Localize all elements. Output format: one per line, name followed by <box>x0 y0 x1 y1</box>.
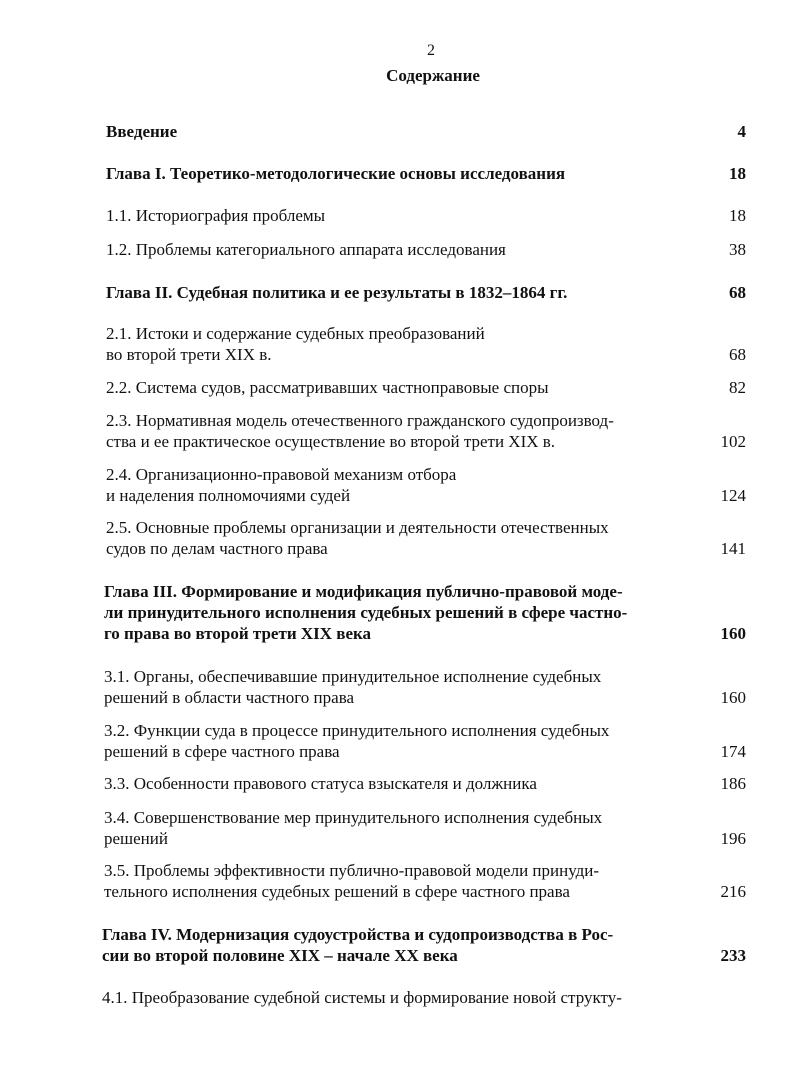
toc-entry-section-2-2[interactable] <box>106 377 746 398</box>
toc-line: 2.3. Нормативная модель отечественного гражданского судопроизвод- <box>106 411 614 430</box>
toc-entry-section-2-5[interactable] <box>106 517 746 559</box>
toc-line: 2.5. Основные проблемы организации и деятельности отечественных <box>106 518 609 537</box>
toc-page-number: 216 <box>720 882 746 901</box>
toc-line: судов по делам частного права <box>106 539 328 558</box>
toc-entry-title <box>106 377 666 398</box>
toc-entry-title <box>104 581 684 644</box>
toc-entry-section-2-1[interactable] <box>106 323 746 365</box>
toc-page-number: 68 <box>729 283 746 302</box>
toc-line: сии во второй половине XIX – начале XX века <box>102 946 458 965</box>
toc-entry-section-3-5[interactable] <box>104 860 746 902</box>
toc-page-number: 141 <box>720 539 746 558</box>
toc-entry-title <box>106 410 666 452</box>
toc-entry-chapter-4[interactable] <box>102 924 746 966</box>
toc-title: Содержание <box>386 66 480 85</box>
toc-entry-section-3-3[interactable] <box>104 773 746 794</box>
toc-entry-title <box>102 924 676 966</box>
toc-page-number: 124 <box>720 486 746 505</box>
toc-line: 2.2. Система судов, рассматривавших частноправовые споры <box>106 378 549 397</box>
toc-line: 2.4. Организационно-правовой механизм отбора <box>106 465 457 484</box>
toc-line: тельного исполнения судебных решений в сфере частного права <box>104 882 570 901</box>
toc-entry-title <box>106 323 676 365</box>
toc-entry-title <box>106 205 676 226</box>
toc-entry-title <box>106 282 676 303</box>
toc-entry-title <box>104 773 664 794</box>
toc-entry-title <box>104 666 664 708</box>
toc-entry-introduction[interactable] <box>106 121 746 142</box>
toc-entry-section-1-2[interactable] <box>106 239 746 260</box>
toc-line: Глава I. Теоретико-методологические основы исследования <box>106 164 566 183</box>
toc-line: 4.1. Преобразование судебной системы и формирование новой структу- <box>102 988 622 1007</box>
toc-entry-chapter-2[interactable] <box>106 282 746 303</box>
toc-entry-chapter-1[interactable] <box>106 163 746 184</box>
toc-entry-section-3-2[interactable] <box>104 720 746 762</box>
toc-line: ли принудительного исполнения судебных решений в сфере частно- <box>104 603 628 622</box>
page-number: 2 <box>427 42 435 59</box>
toc-line: ства и ее практическое осуществление во второй трети XIX в. <box>106 432 556 451</box>
toc-page-number: 186 <box>720 774 746 793</box>
toc-entry-title <box>106 163 676 184</box>
toc-entry-title <box>106 464 666 506</box>
toc-page-number: 82 <box>729 378 746 397</box>
toc-line: 1.2. Проблемы категориального аппарата исследования <box>106 240 506 259</box>
toc-line: 3.3. Особенности правового статуса взыскателя и должника <box>104 774 537 793</box>
toc-page-number: 38 <box>729 240 746 259</box>
toc-line: решений <box>104 829 168 848</box>
toc-page-number: 174 <box>720 742 746 761</box>
toc-entry-title <box>104 860 664 902</box>
toc-entry-title <box>106 121 676 142</box>
toc-entry-section-2-4[interactable] <box>106 464 746 506</box>
toc-page-number: 4 <box>737 122 746 141</box>
toc-entry-section-2-3[interactable] <box>106 410 746 452</box>
toc-page-number: 18 <box>729 206 746 225</box>
toc-line: 3.1. Органы, обеспечивавшие принудительное исполнение судебных <box>104 667 602 686</box>
toc-entry-title <box>104 720 664 762</box>
toc-entry-title <box>104 807 664 849</box>
toc-entry-title <box>102 987 680 1008</box>
toc-line: решений в сфере частного права <box>104 742 340 761</box>
toc-line: Глава IV. Модернизация судоустройства и судопроизводства в Рос- <box>102 925 614 944</box>
toc-line: и наделения полномочиями судей <box>106 486 351 505</box>
toc-page-number: 160 <box>720 624 746 643</box>
toc-line: Введение <box>106 122 178 141</box>
toc-entry-title <box>106 239 676 260</box>
toc-line: во второй трети XIX в. <box>106 345 272 364</box>
toc-line: 1.1. Историография проблемы <box>106 206 326 225</box>
toc-line: 3.5. Проблемы эффективности публично-правовой модели принуди- <box>104 861 600 880</box>
toc-line: Глава II. Судебная политика и ее результаты в 1832–1864 гг. <box>106 283 568 302</box>
toc-line: го права во второй трети XIX века <box>104 624 372 643</box>
toc-line: 3.4. Совершенствование мер принудительного исполнения судебных <box>104 808 603 827</box>
toc-entry-section-3-4[interactable] <box>104 807 746 849</box>
toc-line: 3.2. Функции суда в процессе принудительного исполнения судебных <box>104 721 610 740</box>
toc-entry-section-4-1[interactable] <box>102 987 746 1008</box>
toc-page-number: 160 <box>720 688 746 707</box>
toc-page-number: 233 <box>720 946 746 965</box>
toc-page-number: 68 <box>729 345 746 364</box>
toc-line: Глава III. Формирование и модификация публично-правовой моде- <box>104 582 623 601</box>
toc-entry-section-1-1[interactable] <box>106 205 746 226</box>
toc-page-number: 18 <box>729 164 746 183</box>
toc-page-number: 196 <box>720 829 746 848</box>
toc-page-number: 102 <box>720 432 746 451</box>
toc-line: решений в области частного права <box>104 688 355 707</box>
toc-entry-chapter-3[interactable] <box>104 581 746 644</box>
toc-entry-section-3-1[interactable] <box>104 666 746 708</box>
toc-line: 2.1. Истоки и содержание судебных преобразований <box>106 324 485 343</box>
toc-entry-title <box>106 517 666 559</box>
